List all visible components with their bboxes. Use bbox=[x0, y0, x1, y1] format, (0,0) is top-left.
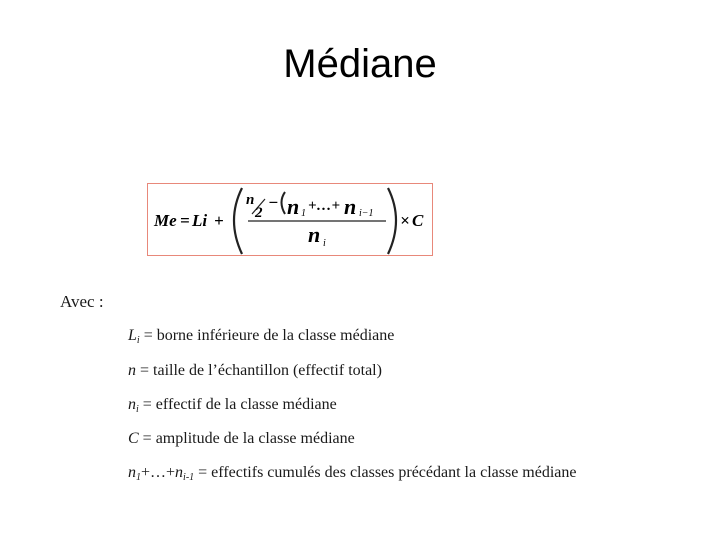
formula-two: 2 bbox=[255, 205, 263, 221]
formula-dots: +…+ bbox=[308, 198, 341, 214]
formula-ni1: n bbox=[344, 194, 357, 219]
formula-den-i: i bbox=[323, 238, 326, 249]
def-text: = taille de l’échantillon (effectif total) bbox=[136, 362, 382, 379]
def-subscript: i bbox=[136, 335, 140, 346]
formula-sub1: 1 bbox=[301, 208, 306, 219]
def-text: = borne inférieure de la classe médiane bbox=[139, 327, 395, 344]
definition-ni bbox=[128, 396, 337, 415]
formula-n1: n bbox=[287, 194, 300, 219]
formula-me: Me bbox=[154, 211, 177, 230]
median-formula-box bbox=[147, 183, 433, 256]
formula-times: × bbox=[400, 211, 410, 230]
definition-c bbox=[128, 430, 355, 448]
formula-plus: + bbox=[214, 211, 224, 230]
definition-cumulative bbox=[128, 464, 577, 483]
formula-equals: = bbox=[180, 211, 190, 230]
median-formula bbox=[148, 184, 434, 257]
formula-right-paren bbox=[388, 188, 396, 254]
def-ellipsis: +…+ bbox=[141, 464, 176, 481]
def-text: = effectif de la classe médiane bbox=[138, 396, 337, 413]
avec-label: Avec : bbox=[60, 292, 104, 311]
definition-li bbox=[128, 327, 394, 346]
def-symbol: n bbox=[128, 396, 136, 413]
formula-minus: − bbox=[268, 193, 279, 212]
def-symbol: n bbox=[175, 464, 184, 481]
formula-li: Li bbox=[192, 211, 208, 230]
formula-left-paren bbox=[234, 188, 242, 254]
formula-inner-paren bbox=[282, 192, 286, 214]
def-subscript: i bbox=[136, 404, 139, 415]
formula-subi1: i−1 bbox=[359, 208, 374, 219]
def-subscript: i-1 bbox=[183, 472, 195, 483]
definition-n bbox=[128, 362, 382, 380]
def-symbol: L bbox=[128, 327, 137, 344]
def-symbol: n bbox=[128, 464, 136, 481]
def-text: = effectifs cumulés des classes précédant la classe médiane bbox=[194, 464, 577, 481]
def-subscript: 1 bbox=[136, 472, 141, 483]
formula-n-over: n bbox=[246, 192, 255, 208]
def-symbol: C bbox=[128, 430, 139, 447]
def-symbol: n bbox=[128, 362, 136, 379]
formula-c: C bbox=[412, 211, 424, 230]
def-text: = amplitude de la classe médiane bbox=[138, 430, 355, 447]
formula-den-n: n bbox=[308, 222, 321, 247]
slide-title: Médiane bbox=[283, 42, 437, 86]
